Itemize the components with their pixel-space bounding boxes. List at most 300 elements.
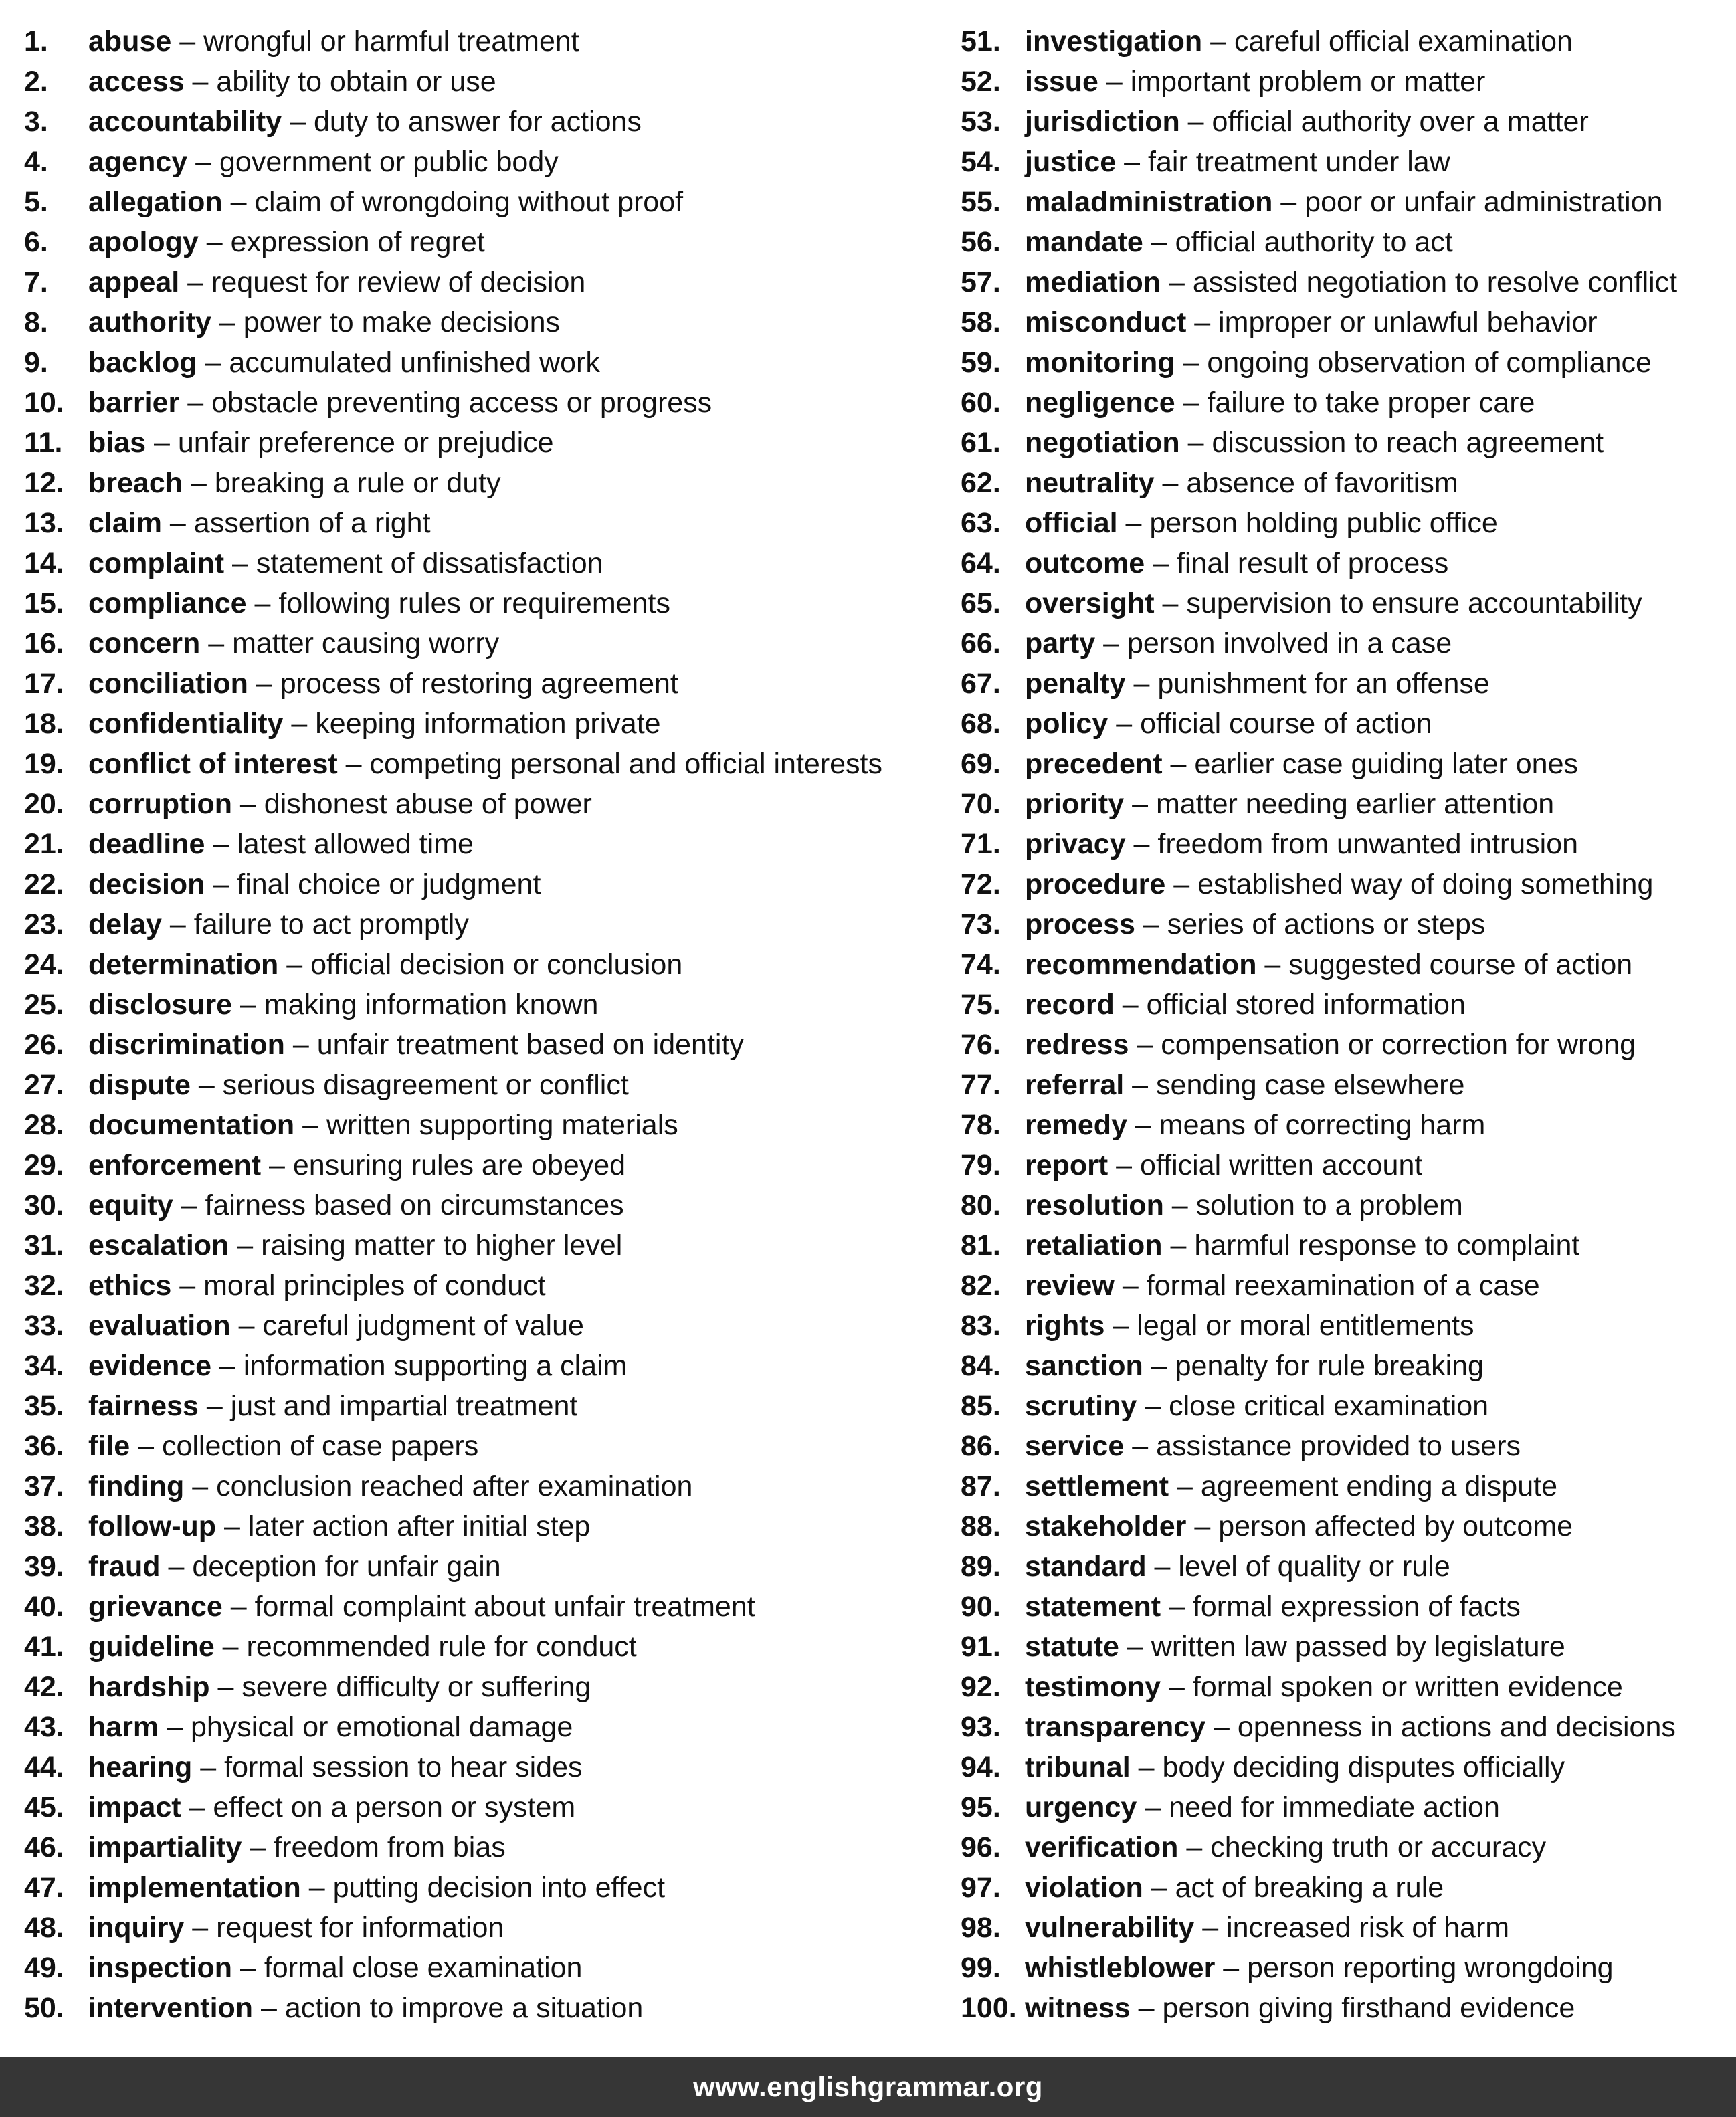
entry-text [88, 1908, 504, 1948]
entry-number: 7. [24, 266, 48, 298]
entry-text [1025, 1627, 1565, 1667]
entry-number: 17. [24, 668, 64, 700]
entry-number: 31. [24, 1229, 64, 1262]
entry-text [1025, 1908, 1509, 1948]
entry-separator: – [1161, 1671, 1193, 1703]
entry-separator: – [1143, 226, 1175, 258]
entry-separator: – [222, 186, 255, 218]
entry-text [1025, 784, 1554, 824]
entry-separator: – [187, 146, 220, 178]
entry-term: ethics [88, 1270, 172, 1302]
entry-term: apology [88, 226, 199, 258]
entry-separator: – [205, 868, 237, 900]
entry-term: retaliation [1025, 1229, 1163, 1262]
vocabulary-entry [24, 102, 941, 142]
entry-term: official [1025, 507, 1118, 539]
entry-text [88, 142, 559, 182]
entry-text [1025, 583, 1642, 623]
entry-text [88, 864, 541, 904]
vocabulary-entry [961, 222, 1730, 262]
entry-separator: – [1202, 25, 1235, 58]
entry-text [1025, 423, 1604, 463]
entry-term: witness [1025, 1992, 1131, 2024]
vocabulary-entry [961, 1185, 1730, 1225]
vocabulary-entry [24, 222, 941, 262]
entry-number: 1. [24, 25, 48, 58]
entry-term: redress [1025, 1029, 1129, 1061]
entry-term: service [1025, 1430, 1125, 1462]
vocabulary-entry [24, 1466, 941, 1506]
entry-separator: – [198, 226, 231, 258]
entry-text [1025, 342, 1652, 383]
vocabulary-entry [24, 1948, 941, 1988]
entry-text [1025, 864, 1653, 904]
entry-term: jurisdiction [1025, 106, 1180, 138]
entry-separator: – [171, 25, 204, 58]
entry-text [1025, 704, 1432, 744]
entry-term: access [88, 66, 185, 98]
entry-definition: final choice or judgment [237, 868, 541, 900]
entry-separator: – [1215, 1952, 1248, 1984]
entry-term: follow-up [88, 1510, 217, 1542]
entry-number: 33. [24, 1310, 64, 1342]
vocabulary-entry [24, 342, 941, 383]
vocabulary-entry [24, 1185, 941, 1225]
entry-text [88, 623, 499, 664]
entry-text [1025, 985, 1466, 1025]
entry-definition: freedom from bias [274, 1831, 506, 1863]
entry-definition: official decision or conclusion [310, 948, 683, 981]
vocabulary-entry [961, 182, 1730, 222]
entry-number: 98. [961, 1912, 1001, 1944]
entry-separator: – [1178, 1831, 1211, 1863]
entry-text [1025, 222, 1453, 262]
entry-number: 39. [24, 1550, 64, 1583]
vocabulary-entry [24, 864, 941, 904]
entry-term: intervention [88, 1992, 254, 2024]
entry-separator: – [1130, 1751, 1163, 1783]
entry-number: 90. [961, 1591, 1001, 1623]
entry-number: 84. [961, 1350, 1001, 1382]
entry-text [88, 1988, 643, 2028]
entry-definition: request for information [216, 1912, 504, 1944]
entry-number: 32. [24, 1270, 64, 1302]
entry-text [1025, 1988, 1575, 2028]
vocabulary-entry [961, 664, 1730, 704]
entry-separator: – [294, 1109, 326, 1141]
entry-definition: level of quality or rule [1178, 1550, 1450, 1583]
entry-number: 46. [24, 1831, 64, 1863]
vocabulary-entry [961, 1065, 1730, 1105]
entry-separator: – [184, 1912, 217, 1944]
vocabulary-entry [24, 463, 941, 503]
entry-definition: poor or unfair administration [1305, 186, 1663, 218]
vocabulary-entry [24, 1145, 941, 1185]
entry-definition: formal close examination [264, 1952, 583, 1984]
entry-number: 22. [24, 868, 64, 900]
entry-term: testimony [1025, 1671, 1161, 1703]
entry-text [88, 503, 431, 543]
entry-text [1025, 1025, 1636, 1065]
entry-number: 26. [24, 1029, 64, 1061]
vocabulary-entry [24, 503, 941, 543]
entry-definition: person affected by outcome [1218, 1510, 1573, 1542]
entry-separator: – [246, 587, 279, 619]
entry-text [1025, 623, 1452, 664]
entry-text [88, 904, 469, 944]
vocabulary-entry [24, 62, 941, 102]
vocabulary-entry [961, 1145, 1730, 1185]
entry-definition: openness in actions and decisions [1237, 1711, 1676, 1743]
entry-separator: – [179, 387, 212, 419]
entry-definition: established way of doing something [1197, 868, 1654, 900]
entry-term: evaluation [88, 1310, 231, 1342]
entry-definition: compensation or correction for wrong [1161, 1029, 1636, 1061]
vocabulary-entry [24, 583, 941, 623]
entry-separator: – [1143, 1350, 1175, 1382]
entry-text [88, 1587, 755, 1627]
entry-separator: – [1124, 1069, 1157, 1101]
entry-number: 3. [24, 106, 48, 138]
entry-number: 87. [961, 1470, 1001, 1502]
entry-separator: – [1095, 627, 1127, 660]
entry-number: 54. [961, 146, 1001, 178]
entry-definition: official written account [1140, 1149, 1423, 1181]
entry-separator: – [1161, 1591, 1193, 1623]
entry-text [88, 1707, 573, 1747]
entry-separator: – [1186, 306, 1219, 338]
entry-text [1025, 1145, 1422, 1185]
entry-text [88, 824, 474, 864]
entry-definition: person involved in a case [1127, 627, 1452, 660]
entry-definition: power to make decisions [243, 306, 560, 338]
footer-bar [0, 2057, 1736, 2117]
entry-definition: recommended rule for conduct [246, 1631, 637, 1663]
entry-separator: – [282, 106, 314, 138]
entry-definition: obstacle preventing access or progress [211, 387, 712, 419]
vocabulary-entry [961, 1868, 1730, 1908]
entry-separator: – [214, 1631, 247, 1663]
entry-text [88, 1466, 692, 1506]
entry-text [88, 1386, 577, 1426]
entry-definition: means of correcting harm [1159, 1109, 1486, 1141]
vocabulary-entry [24, 1506, 941, 1546]
entry-term: transparency [1025, 1711, 1206, 1743]
entry-text [88, 62, 496, 102]
entry-term: investigation [1025, 25, 1203, 58]
entry-separator: – [1125, 668, 1158, 700]
entry-number: 77. [961, 1069, 1001, 1101]
entry-definition: act of breaking a rule [1175, 1872, 1444, 1904]
entry-number: 14. [24, 547, 64, 579]
entry-number: 64. [961, 547, 1001, 579]
vocabulary-entry [24, 302, 941, 342]
entry-text [1025, 383, 1535, 423]
entry-definition: effect on a person or system [213, 1791, 576, 1823]
entry-number: 2. [24, 66, 48, 98]
entry-definition: solution to a problem [1195, 1189, 1463, 1221]
entry-term: priority [1025, 788, 1125, 820]
entry-definition: severe difficulty or suffering [242, 1671, 591, 1703]
entry-number: 15. [24, 587, 64, 619]
entry-term: outcome [1025, 547, 1145, 579]
entry-separator: – [261, 1149, 293, 1181]
entry-separator: – [242, 1831, 274, 1863]
entry-term: rights [1025, 1310, 1105, 1342]
vocabulary-entry [961, 1787, 1730, 1827]
vocabulary-entry [961, 623, 1730, 664]
entry-term: barrier [88, 387, 180, 419]
entry-term: party [1025, 627, 1096, 660]
entry-term: penalty [1025, 668, 1126, 700]
entry-separator: – [1161, 266, 1193, 298]
entry-term: policy [1025, 708, 1108, 740]
entry-definition: careful official examination [1234, 25, 1573, 58]
entry-definition: written law passed by legislature [1151, 1631, 1565, 1663]
entry-number: 52. [961, 66, 1001, 98]
entry-definition: official stored information [1146, 989, 1466, 1021]
entry-text [1025, 1587, 1521, 1627]
entry-term: documentation [88, 1109, 295, 1141]
entry-separator: – [1175, 346, 1208, 379]
footer-website-text: www.englishgrammar.org [693, 2071, 1043, 2102]
entry-definition: matter needing earlier attention [1155, 788, 1555, 820]
entry-separator: – [1114, 989, 1147, 1021]
entry-term: settlement [1025, 1470, 1169, 1502]
entry-text [1025, 1747, 1565, 1787]
entry-term: conciliation [88, 668, 248, 700]
entry-definition: raising matter to higher level [261, 1229, 623, 1262]
entry-term: implementation [88, 1872, 301, 1904]
entry-separator: – [1098, 66, 1131, 98]
vocabulary-entry [24, 1827, 941, 1868]
entry-number: 68. [961, 708, 1001, 740]
vocabulary-entry [24, 1787, 941, 1827]
entry-definition: official authority to act [1175, 226, 1453, 258]
entry-text [1025, 1426, 1521, 1466]
entry-text [88, 1105, 678, 1145]
entry-term: delay [88, 908, 162, 940]
entry-term: mandate [1025, 226, 1143, 258]
vocabulary-entry [961, 1747, 1730, 1787]
entry-term: grievance [88, 1591, 223, 1623]
entry-text [1025, 1546, 1450, 1587]
entry-definition: conclusion reached after examination [216, 1470, 693, 1502]
vocabulary-entry [961, 1346, 1730, 1386]
entry-definition: close critical examination [1169, 1390, 1489, 1422]
entry-text [88, 1266, 546, 1306]
vocabulary-entry [961, 383, 1730, 423]
entry-definition: dishonest abuse of power [264, 788, 592, 820]
entry-text [1025, 543, 1448, 583]
entry-separator: – [1127, 1109, 1159, 1141]
entry-definition: harmful response to complaint [1194, 1229, 1580, 1262]
entry-definition: assisted negotiation to resolve conflict [1192, 266, 1678, 298]
entry-definition: body deciding disputes officially [1162, 1751, 1565, 1783]
vocabulary-entry [24, 1868, 941, 1908]
entry-definition: matter causing worry [232, 627, 500, 660]
entry-definition: deception for unfair gain [192, 1550, 501, 1583]
entry-separator: – [1143, 1872, 1175, 1904]
entry-term: misconduct [1025, 306, 1187, 338]
entry-number: 5. [24, 186, 48, 218]
entry-separator: – [211, 1350, 244, 1382]
entry-term: fraud [88, 1550, 161, 1583]
entry-definition: unfair preference or prejudice [177, 427, 554, 459]
entry-separator: – [248, 668, 280, 700]
entry-text [88, 463, 501, 503]
entry-text [88, 302, 560, 342]
entry-term: determination [88, 948, 279, 981]
entry-text [1025, 1225, 1579, 1266]
entry-number: 99. [961, 1952, 1001, 1984]
vocabulary-entry [24, 1306, 941, 1346]
entry-number: 42. [24, 1671, 64, 1703]
vocabulary-list [0, 21, 1736, 2024]
entry-separator: – [211, 306, 244, 338]
entry-separator: – [1137, 1390, 1169, 1422]
entry-separator: – [232, 1952, 264, 1984]
entry-text [88, 1346, 628, 1386]
entry-text [88, 985, 598, 1025]
entry-text [1025, 1948, 1614, 1988]
vocabulary-entry [961, 342, 1730, 383]
entry-definition: discussion to reach agreement [1212, 427, 1604, 459]
entry-number: 75. [961, 989, 1001, 1021]
vocabulary-entry [24, 182, 941, 222]
entry-definition: formal session to hear sides [224, 1751, 583, 1783]
entry-number: 38. [24, 1510, 64, 1542]
vocabulary-entry [24, 623, 941, 664]
entry-text [88, 262, 585, 302]
entry-separator: – [1135, 908, 1167, 940]
entry-definition: official course of action [1140, 708, 1432, 740]
entry-number: 82. [961, 1270, 1001, 1302]
entry-separator: – [130, 1430, 162, 1462]
vocabulary-entry [961, 262, 1730, 302]
entry-definition: government or public body [219, 146, 559, 178]
entry-separator: – [1179, 427, 1212, 459]
vocabulary-entry [961, 1627, 1730, 1667]
entry-definition: increased risk of harm [1226, 1912, 1510, 1944]
entry-text [88, 1065, 629, 1105]
entry-separator: – [1194, 1912, 1227, 1944]
entry-number: 27. [24, 1069, 64, 1101]
entry-term: maladministration [1025, 186, 1273, 218]
entry-text [88, 1145, 625, 1185]
entry-number: 13. [24, 507, 64, 539]
entry-separator: – [1154, 467, 1187, 499]
entry-text [1025, 21, 1573, 62]
entry-separator: – [1137, 1791, 1169, 1823]
entry-term: equity [88, 1189, 173, 1221]
entry-separator: – [192, 1751, 225, 1783]
entry-number: 85. [961, 1390, 1001, 1422]
entry-text [1025, 142, 1450, 182]
vocabulary-entry [961, 1426, 1730, 1466]
entry-number: 55. [961, 186, 1001, 218]
entry-separator: – [216, 1510, 248, 1542]
vocabulary-entry [961, 1466, 1730, 1506]
entry-number: 67. [961, 668, 1001, 700]
entry-separator: – [1169, 1470, 1201, 1502]
entry-definition: fair treatment under law [1148, 146, 1450, 178]
entry-number: 6. [24, 226, 48, 258]
entry-definition: duty to answer for actions [313, 106, 642, 138]
vocabulary-entry [24, 744, 941, 784]
entry-number: 63. [961, 507, 1001, 539]
vocabulary-entry [961, 1587, 1730, 1627]
entry-definition: official authority over a matter [1212, 106, 1589, 138]
entry-number: 59. [961, 346, 1001, 379]
entry-definition: statement of dissatisfaction [256, 547, 603, 579]
vocabulary-entry [24, 142, 941, 182]
entry-number: 41. [24, 1631, 64, 1663]
entry-number: 16. [24, 627, 64, 660]
entry-number: 65. [961, 587, 1001, 619]
entry-term: oversight [1025, 587, 1155, 619]
entry-separator: – [232, 989, 264, 1021]
vocabulary-entry [961, 704, 1730, 744]
entry-separator: – [209, 1671, 242, 1703]
entry-number: 53. [961, 106, 1001, 138]
vocabulary-entry [961, 1948, 1730, 1988]
entry-separator: – [1154, 587, 1187, 619]
entry-term: disclosure [88, 989, 233, 1021]
entry-separator: – [160, 1550, 193, 1583]
entry-term: standard [1025, 1550, 1147, 1583]
vocabulary-entry [24, 1266, 941, 1306]
entry-text [1025, 1667, 1623, 1707]
entry-definition: series of actions or steps [1167, 908, 1486, 940]
entry-term: justice [1025, 146, 1117, 178]
entry-number: 69. [961, 748, 1001, 780]
entry-definition: following rules or requirements [278, 587, 670, 619]
vocabulary-entry [961, 1908, 1730, 1948]
entry-term: whistleblower [1025, 1952, 1216, 1984]
entry-number: 29. [24, 1149, 64, 1181]
entry-number: 34. [24, 1350, 64, 1382]
entry-text [1025, 262, 1677, 302]
entry-definition: suggested course of action [1288, 948, 1633, 981]
entry-definition: improper or unlawful behavior [1218, 306, 1598, 338]
entry-number: 96. [961, 1831, 1001, 1863]
vocabulary-entry [961, 944, 1730, 985]
entry-definition: formal complaint about unfair treatment [254, 1591, 755, 1623]
vocabulary-entry [961, 1506, 1730, 1546]
entry-number: 60. [961, 387, 1001, 419]
entry-number: 35. [24, 1390, 64, 1422]
vocabulary-column-right [961, 21, 1730, 2028]
entry-text [88, 744, 882, 784]
entry-number: 70. [961, 788, 1001, 820]
entry-text [88, 784, 592, 824]
vocabulary-entry [24, 944, 941, 985]
entry-definition: formal reexamination of a case [1146, 1270, 1540, 1302]
entry-text [1025, 1506, 1573, 1546]
vocabulary-entry [961, 543, 1730, 583]
entry-separator: – [1117, 507, 1150, 539]
entry-definition: information supporting a claim [243, 1350, 628, 1382]
entry-text [88, 664, 678, 704]
vocabulary-entry [24, 1105, 941, 1145]
entry-separator: – [1119, 1631, 1151, 1663]
entry-definition: wrongful or harmful treatment [203, 25, 579, 58]
entry-separator: – [337, 748, 370, 780]
entry-separator: – [146, 427, 178, 459]
entry-term: record [1025, 989, 1115, 1021]
entry-separator: – [1116, 146, 1149, 178]
